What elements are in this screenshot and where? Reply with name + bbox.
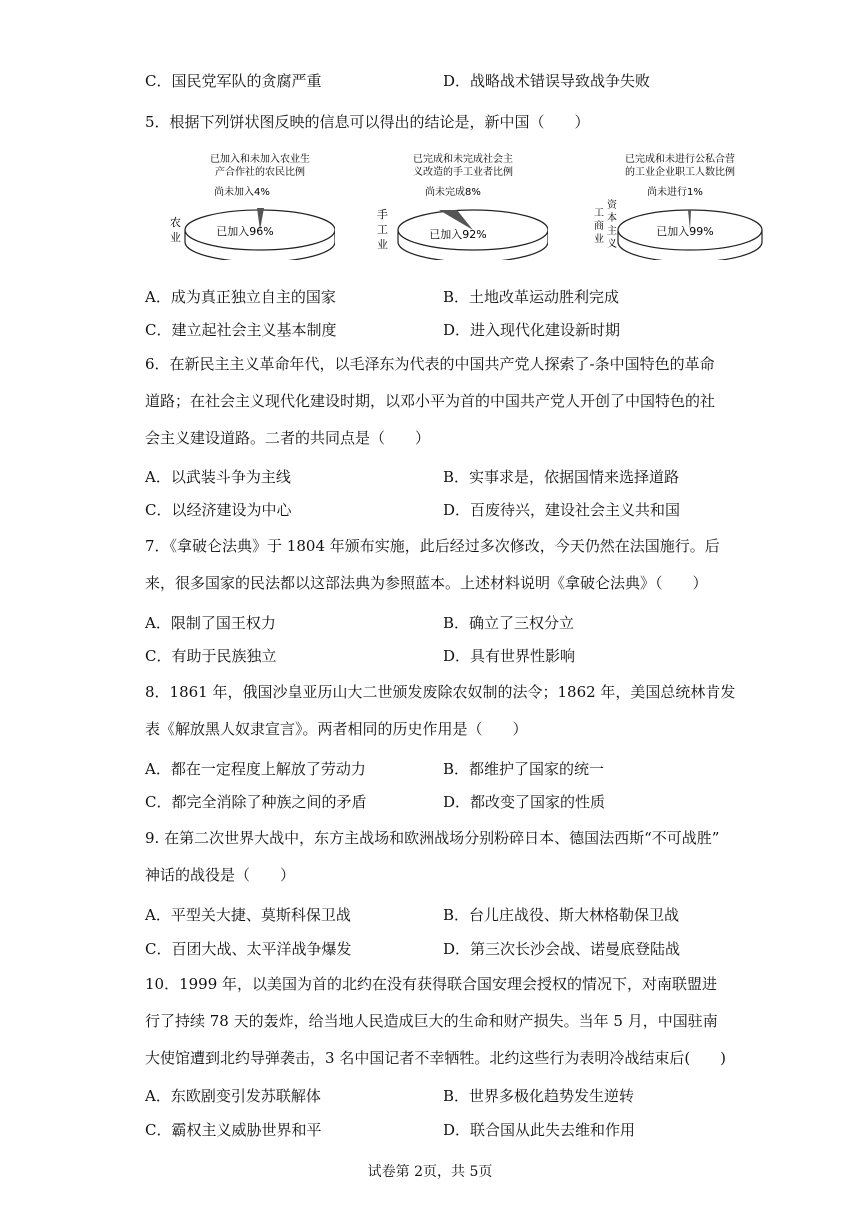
q8-option-c: C．都完全消除了种族之间的矛盾: [145, 793, 367, 811]
q10-stem-line1: 10．1999 年，以美国为首的北约在没有获得联合国安理会授权的情况下，对南联盟进: [145, 975, 718, 993]
page-footer: 试卷第 2页，共 5页: [367, 1164, 493, 1180]
pie2-side-label-1: 手: [377, 208, 388, 221]
q7-option-b: B．确立了三权分立: [443, 614, 575, 632]
q6-stem-line1: 6．在新民主主义革命年代，以毛泽东为代表的中国共产党人探索了-条中国特色的革命: [145, 355, 715, 373]
q7-stem-line2: 来，很多国家的民法都以这部法典为参照蓝本。上述材料说明《拿破仑法典》（ ）: [145, 574, 708, 592]
pie-chart-handicraft: [373, 150, 548, 264]
q9-stem-line2: 神话的战役是（ ）: [145, 866, 296, 884]
q9-stem-line1: 9. 在第二次世界大战中，东方主战场和欧洲战场分别粉碎日本、德国法西斯“不可战胜”: [145, 829, 720, 847]
pie-chart-capitalist-industry: [590, 150, 765, 264]
pie2-side-label-2: 工: [377, 223, 388, 236]
pie3-side-label-7: 义: [607, 239, 617, 250]
q9-option-b: B．台儿庄战役、斯大林格勒保卫战: [443, 906, 680, 924]
q6-option-c: C．以经济建设为中心: [145, 501, 292, 519]
pie3-title-line1: 已完成和未进行公私合营: [625, 154, 735, 165]
q8-option-d: D．都改变了国家的性质: [443, 793, 606, 811]
q6-option-b: B．实事求是，依据国情来选择道路: [443, 468, 680, 486]
pie-chart-agriculture: [160, 150, 335, 264]
q10-stem-line3: 大使馆遭到北约导弹袭击，3 名中国记者不幸牺牲。北约这些行为表明冷战结束后( ): [145, 1049, 727, 1067]
q6-stem-line3: 会主义建设道路。二者的共同点是（ ）: [145, 429, 431, 447]
pie1-side-label-2: 业: [170, 231, 181, 244]
q7-option-c: C．有助于民族独立: [145, 647, 277, 665]
pie3-minor-label: 尚未进行1%: [647, 187, 703, 198]
q9-option-d: D．第三次长沙会战、诺曼底登陆战: [443, 940, 681, 958]
pie2-minor-label: 尚未完成8%: [425, 187, 481, 198]
q10-option-d: D．联合国从此失去维和作用: [443, 1121, 636, 1139]
pie1-minor-label: 尚未加入4%: [214, 187, 270, 198]
q9-option-c: C．百团大战、太平洋战争爆发: [145, 940, 352, 958]
q8-option-a: A．都在一定程度上解放了劳动力: [145, 760, 366, 778]
q4-option-c: C．国民党军队的贪腐严重: [145, 72, 322, 90]
pie3-side-label-1: 工: [594, 208, 604, 219]
q5-option-b: B．土地改革运动胜利完成: [443, 288, 620, 306]
pie3-title-line2: 的工业企业职工人数比例: [625, 167, 735, 178]
pie2-title-line1: 已完成和未完成社会主: [413, 154, 513, 165]
q8-stem-line2: 表《解放黑人奴隶宣言》。两者相同的历史作用是（ ）: [145, 720, 528, 738]
pie3-side-label-5: 本: [607, 213, 617, 224]
q10-stem-line2: 行了持续 78 天的轰炸，给当地人民造成巨大的生命和财产损失。当年 5 月，中国驻南: [145, 1012, 718, 1030]
q6-stem-line2: 道路；在社会主义现代化建设时期，以邓小平为首的中国共产党人开创了中国特色的社: [145, 392, 716, 410]
pie1-title-line1: 已加入和未加入农业生: [210, 154, 310, 165]
pie3-major-label: 已加入99%: [656, 225, 714, 238]
pie2-major-label: 已加入92%: [429, 228, 487, 241]
q9-option-a: A．平型关大捷、莫斯科保卫战: [145, 906, 351, 924]
q7-stem-line1: 7．《拿破仑法典》于 1804 年颁布实施，此后经过多次修改，今天仍然在法国施行。后: [145, 537, 720, 555]
q5-stem: 5．根据下列饼状图反映的信息可以得出的结论是，新中国（ ）: [145, 113, 590, 131]
q8-stem-line1: 8．1861 年，俄国沙皇亚历山大二世颁发废除农奴制的法令；1862 年，美国总统林肯发: [145, 683, 736, 701]
pie1-side-label-1: 农: [170, 216, 181, 229]
q6-option-a: A．以武装斗争为主线: [145, 468, 291, 486]
q10-option-b: B．世界多极化趋势发生逆转: [443, 1087, 635, 1105]
q10-option-c: C．霸权主义威胁世界和平: [145, 1121, 322, 1139]
pie3-side-label-2: 商: [594, 221, 604, 232]
pie3-side-label-6: 主: [607, 226, 617, 237]
q6-option-d: D．百废待兴，建设社会主义共和国: [443, 501, 681, 519]
q5-option-c: C．建立起社会主义基本制度: [145, 321, 337, 339]
q5-option-a: A．成为真正独立自主的国家: [145, 288, 336, 306]
pie1-major-label: 已加入96%: [216, 225, 274, 238]
q7-option-a: A．限制了国王权力: [145, 614, 276, 632]
q5-option-d: D．进入现代化建设新时期: [443, 321, 621, 339]
pie3-side-label-3: 业: [594, 234, 604, 245]
q7-option-d: D．具有世界性影响: [443, 647, 576, 665]
q4-option-d: D．战略战术错误导致战争失败: [443, 72, 651, 90]
pie2-side-label-3: 业: [377, 238, 388, 251]
q10-option-a: A．东欧剧变引发苏联解体: [145, 1087, 321, 1105]
pie2-title-line2: 义改造的手工业者比例: [413, 167, 513, 178]
pie1-title-line2: 产合作社的农民比例: [215, 167, 305, 178]
pie3-side-label-4: 资: [607, 200, 617, 211]
q8-option-b: B．都维护了国家的统一: [443, 760, 605, 778]
